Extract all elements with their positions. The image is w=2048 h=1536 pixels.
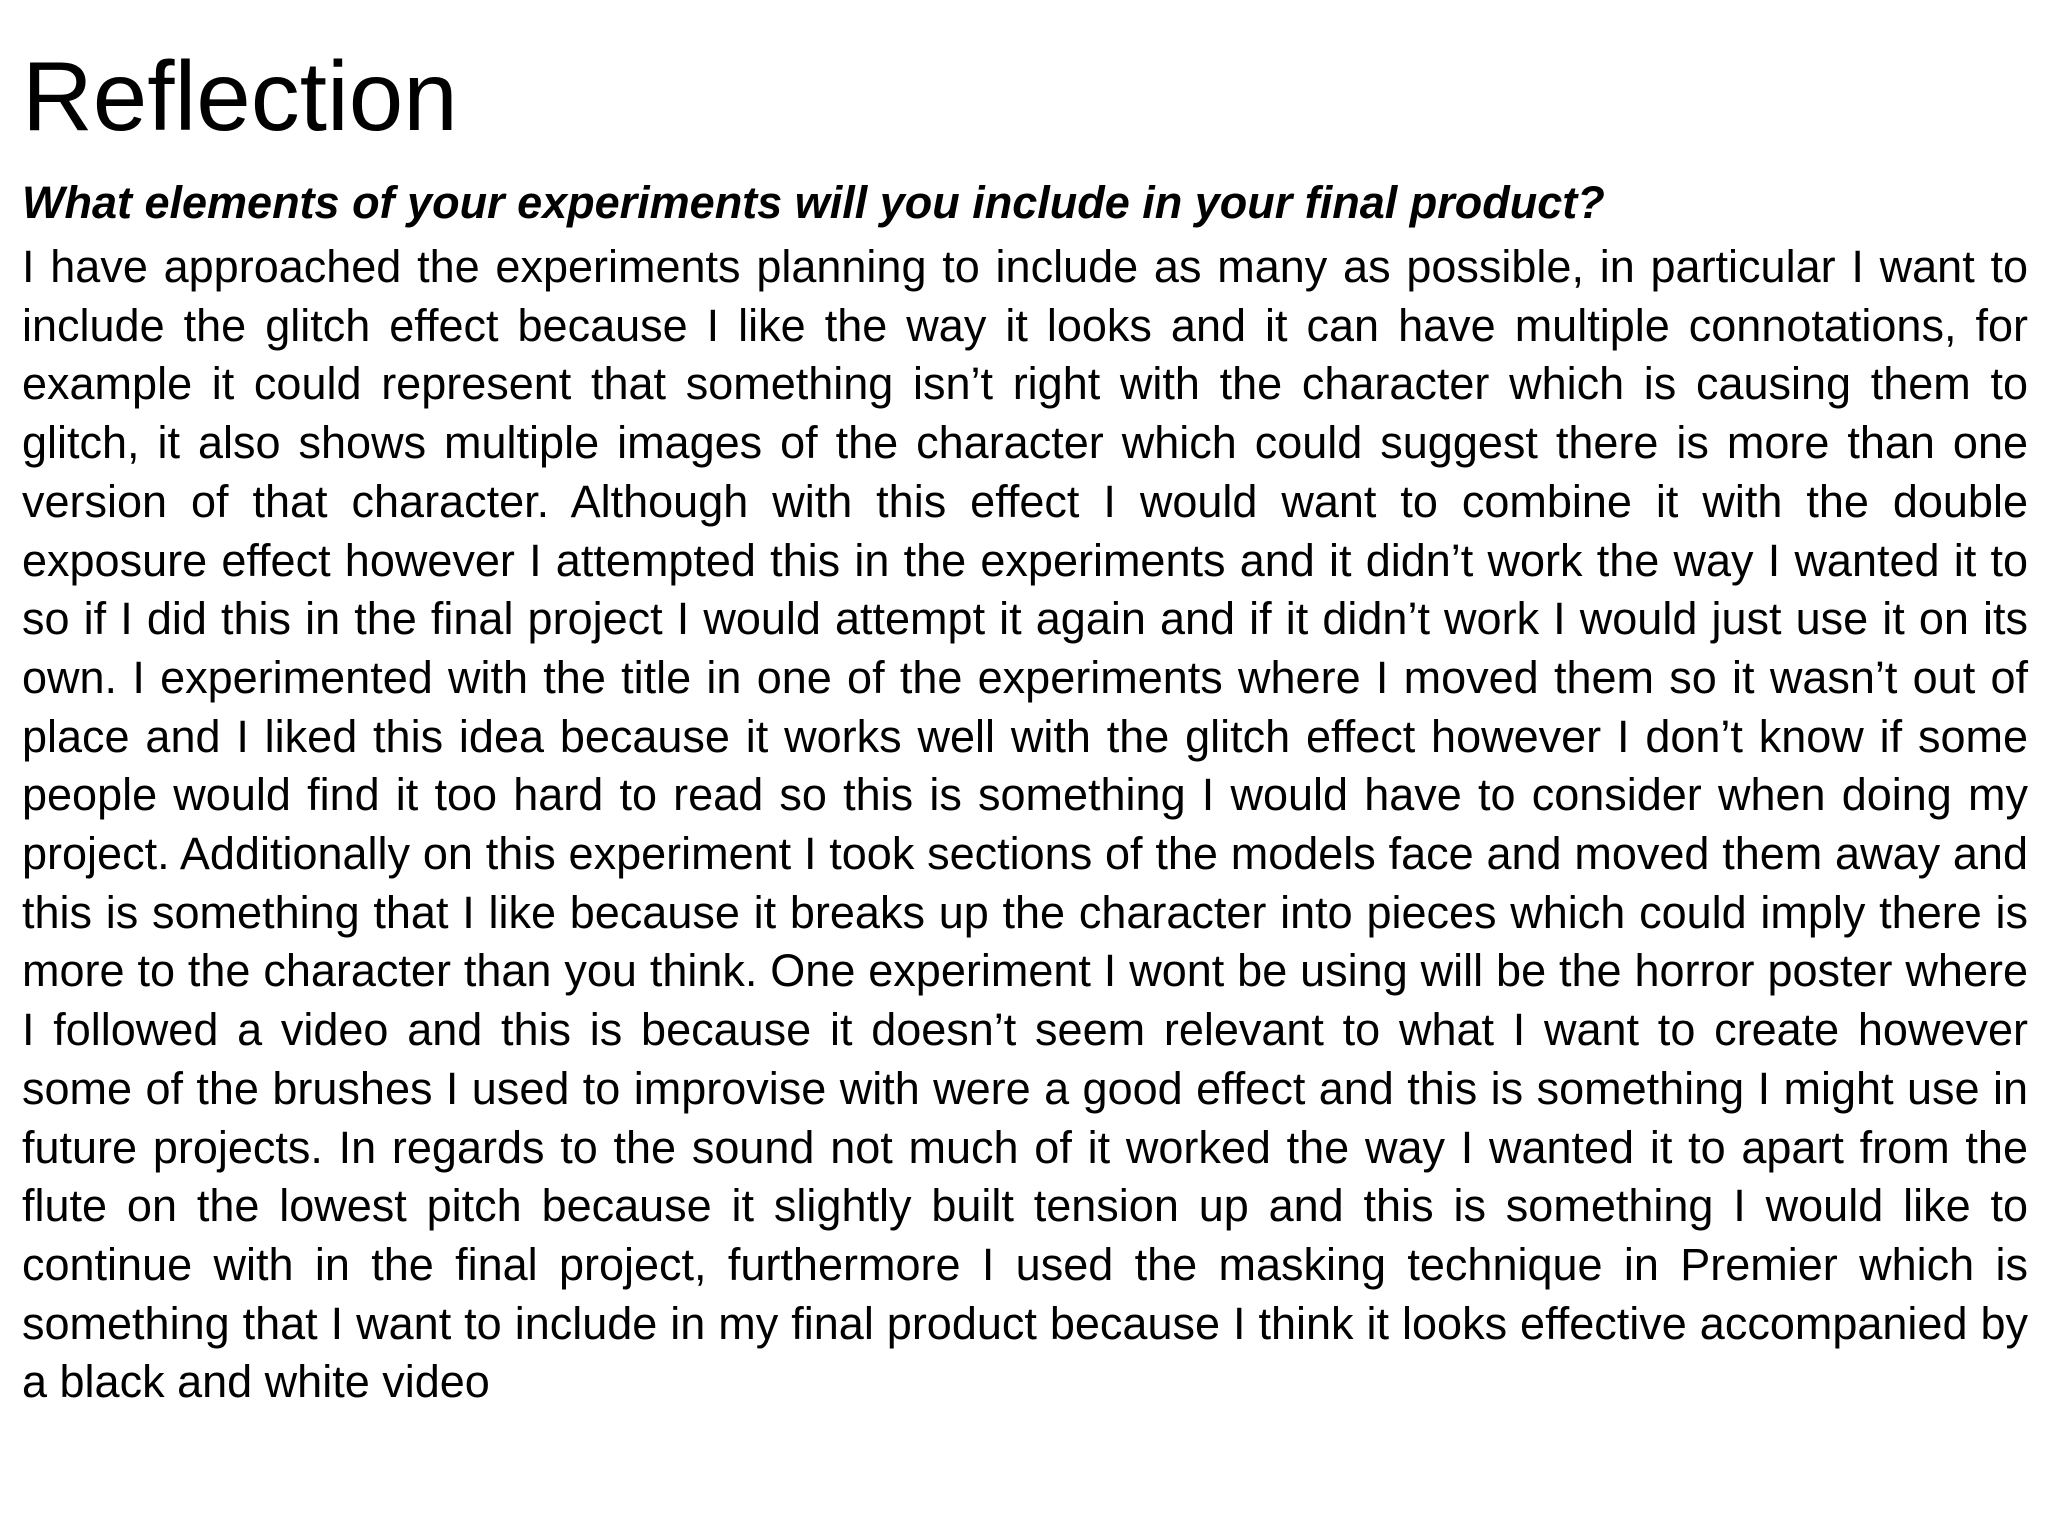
slide-title: Reflection — [22, 41, 458, 151]
slide-body-text: I have approached the experiments planning to include as many as possible, in particular I want to include the glitch effect because I like the way it looks and it can have multiple connotations, for example it could represent that something isn’t right with the character which is causing them to glitch, it also shows multiple images of the character which could suggest there is more than one version of that character. Although with this effect I would want to combine it with the double exposure effect however I attempted this in the experiments and it didn’t work the way I wanted it to so if I did this in the final project I would attempt it again and if it didn’t work I would just use it on its own. I experimented with the title in one of the experiments where I moved them so it wasn’t out of place and I liked this idea because it works well with the glitch effect however I don’t know if some people would find it too hard to read so this is something I would have to consider when doing my project. Additionally on this experiment I took sections of the models face and moved them away and this is something that I like because it breaks up the character into pieces which could imply there is more to the character than you think. One experiment I wont be using will be the horror poster where I followed a video and this is because it doesn’t seem relevant to what I want to create however some of the brushes I used to improvise with were a good effect and this is something I might use in future projects. In regards to the sound not much of it worked the way I wanted it to apart from the flute on the lowest pitch because it slightly built tension up and this is something I would like to continue with in the final project, furthermore I used the masking technique in Premier which is something that I want to include in my final product because I think it looks effective accompanied by a black and white video — [22, 241, 2028, 1408]
slide-question: What elements of your experiments will you include in your final product? — [22, 177, 1605, 228]
